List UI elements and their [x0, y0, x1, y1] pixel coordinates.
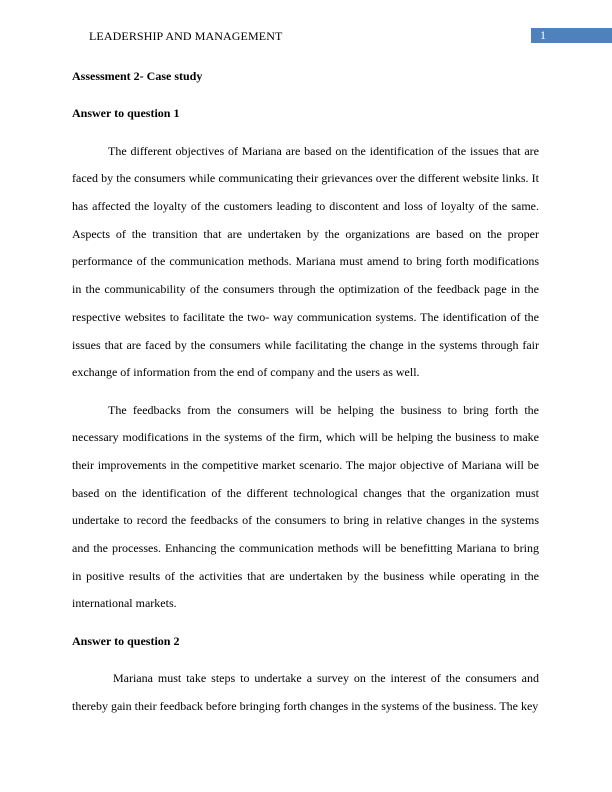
document-title: Assessment 2- Case study: [72, 69, 203, 83]
section-heading: Answer to question 1: [72, 106, 180, 121]
page-number-box: [531, 28, 612, 43]
paragraph: The different objectives of Mariana are based on the identification of the issues that are faced by the consumers while communicating their grievances over the different website links. It has affected the loyalty of the customers leading to discontent and loss of loyalty of the same. Aspects of the transition that are undertaken by the organizations are based on the proper performance of the communication methods. Mariana must amend to bring forth modifications in the communicability of the consumers through the optimization of the feedback page in the respective websites to facilitate the two- way communication systems. The identification of the issues that are faced by the consumers while facilitating the change in the systems through fair exchange of information from the end of company and the users as well.: [72, 143, 539, 380]
running-head: LEADERSHIP AND MANAGEMENT: [89, 29, 283, 43]
page-number: 1: [540, 28, 546, 42]
document-body: [72, 63, 542, 730]
paragraph: Mariana must take steps to undertake a survey on the interest of the consumers and thereby gain their feedback before bringing forth changes in the systems of the business. The key: [72, 671, 542, 713]
paragraph: The feedbacks from the consumers will be helping the business to bring forth the necessary modifications in the systems of the firm, which will be helping the business to make their improvements in the competitive market scenario. The major objective of Mariana will be based on the identification of the different technological changes that the organization must undertake to record the feedbacks of the consumers to bring in relative changes in the systems and the processes. Enhancing the communication methods will be benefitting Mariana to bring in positive results of the activities that are undertaken by the business while operating in the international markets.: [72, 402, 539, 611]
section-heading: Answer to question 2: [72, 633, 180, 648]
